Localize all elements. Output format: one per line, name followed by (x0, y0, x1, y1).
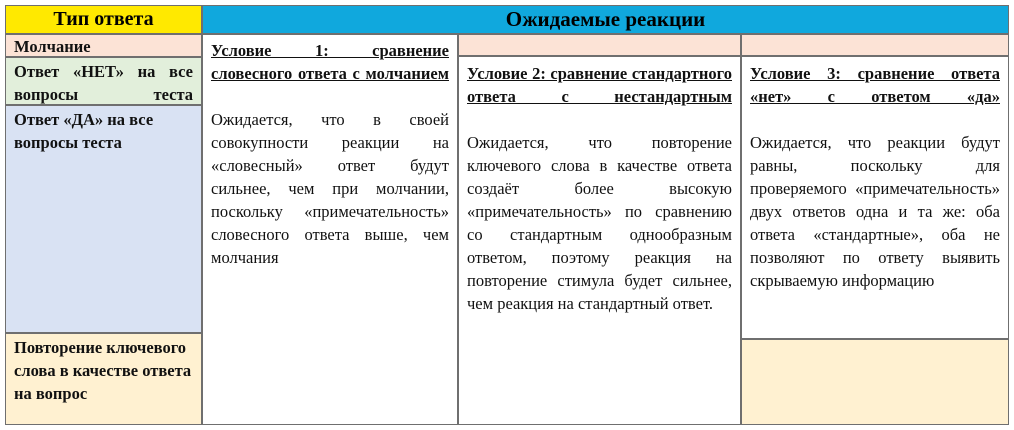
condition-1-title: Условие 1: сравнение словесного ответа с молчанием (211, 41, 449, 83)
row-no-answer-label: Ответ «НЕТ» на все вопросы теста (5, 57, 202, 105)
condition-3-text: Ожидается, что реакции будут равны, поскольку для проверяемого «примечательность» двух ответов одна и та же: оба ответа «стандартные», оба не позволяют по ответу выявить скрываемую информацию (750, 133, 1000, 290)
condition-2-cell (458, 56, 741, 425)
condition-3-spacer (741, 34, 1009, 56)
row-yes-answer-label: Ответ «ДА» на все вопросы теста (5, 105, 202, 333)
row-silence-label: Молчание (5, 34, 202, 57)
condition-1-cell (202, 34, 458, 425)
condition-3-title: Условие 3: сравнение ответа «нет» с ответом «да» (750, 64, 1000, 106)
condition-2-text: Ожидается, что повторение ключевого слова в качестве ответа создаёт более высокую «примечательность» по сравнению со стандартным однообразным ответом, поэтому реакция на повторение стимула будет сильнее, чем реакция на стандартный ответ. (467, 133, 732, 313)
condition-1-text: Ожидается, что в своей совокупности реакции на «словесный» ответ будут сильнее, чем при молчании, поскольку «примечательность» словесного ответа выше, чем молчания (211, 110, 449, 267)
header-answer-type: Тип ответа (5, 5, 202, 34)
condition-2-title: Условие 2: сравнение стандартного ответа с нестандартным (467, 64, 732, 106)
row-repeat-keyword-label: Повторение ключевого слова в качестве ответа на вопрос (5, 333, 202, 425)
condition-3-cell (741, 56, 1009, 339)
condition-2-spacer (458, 34, 741, 56)
condition-3-footer (741, 339, 1009, 425)
header-expected-reactions: Ожидаемые реакции (202, 5, 1009, 34)
reactions-table (5, 5, 1009, 425)
